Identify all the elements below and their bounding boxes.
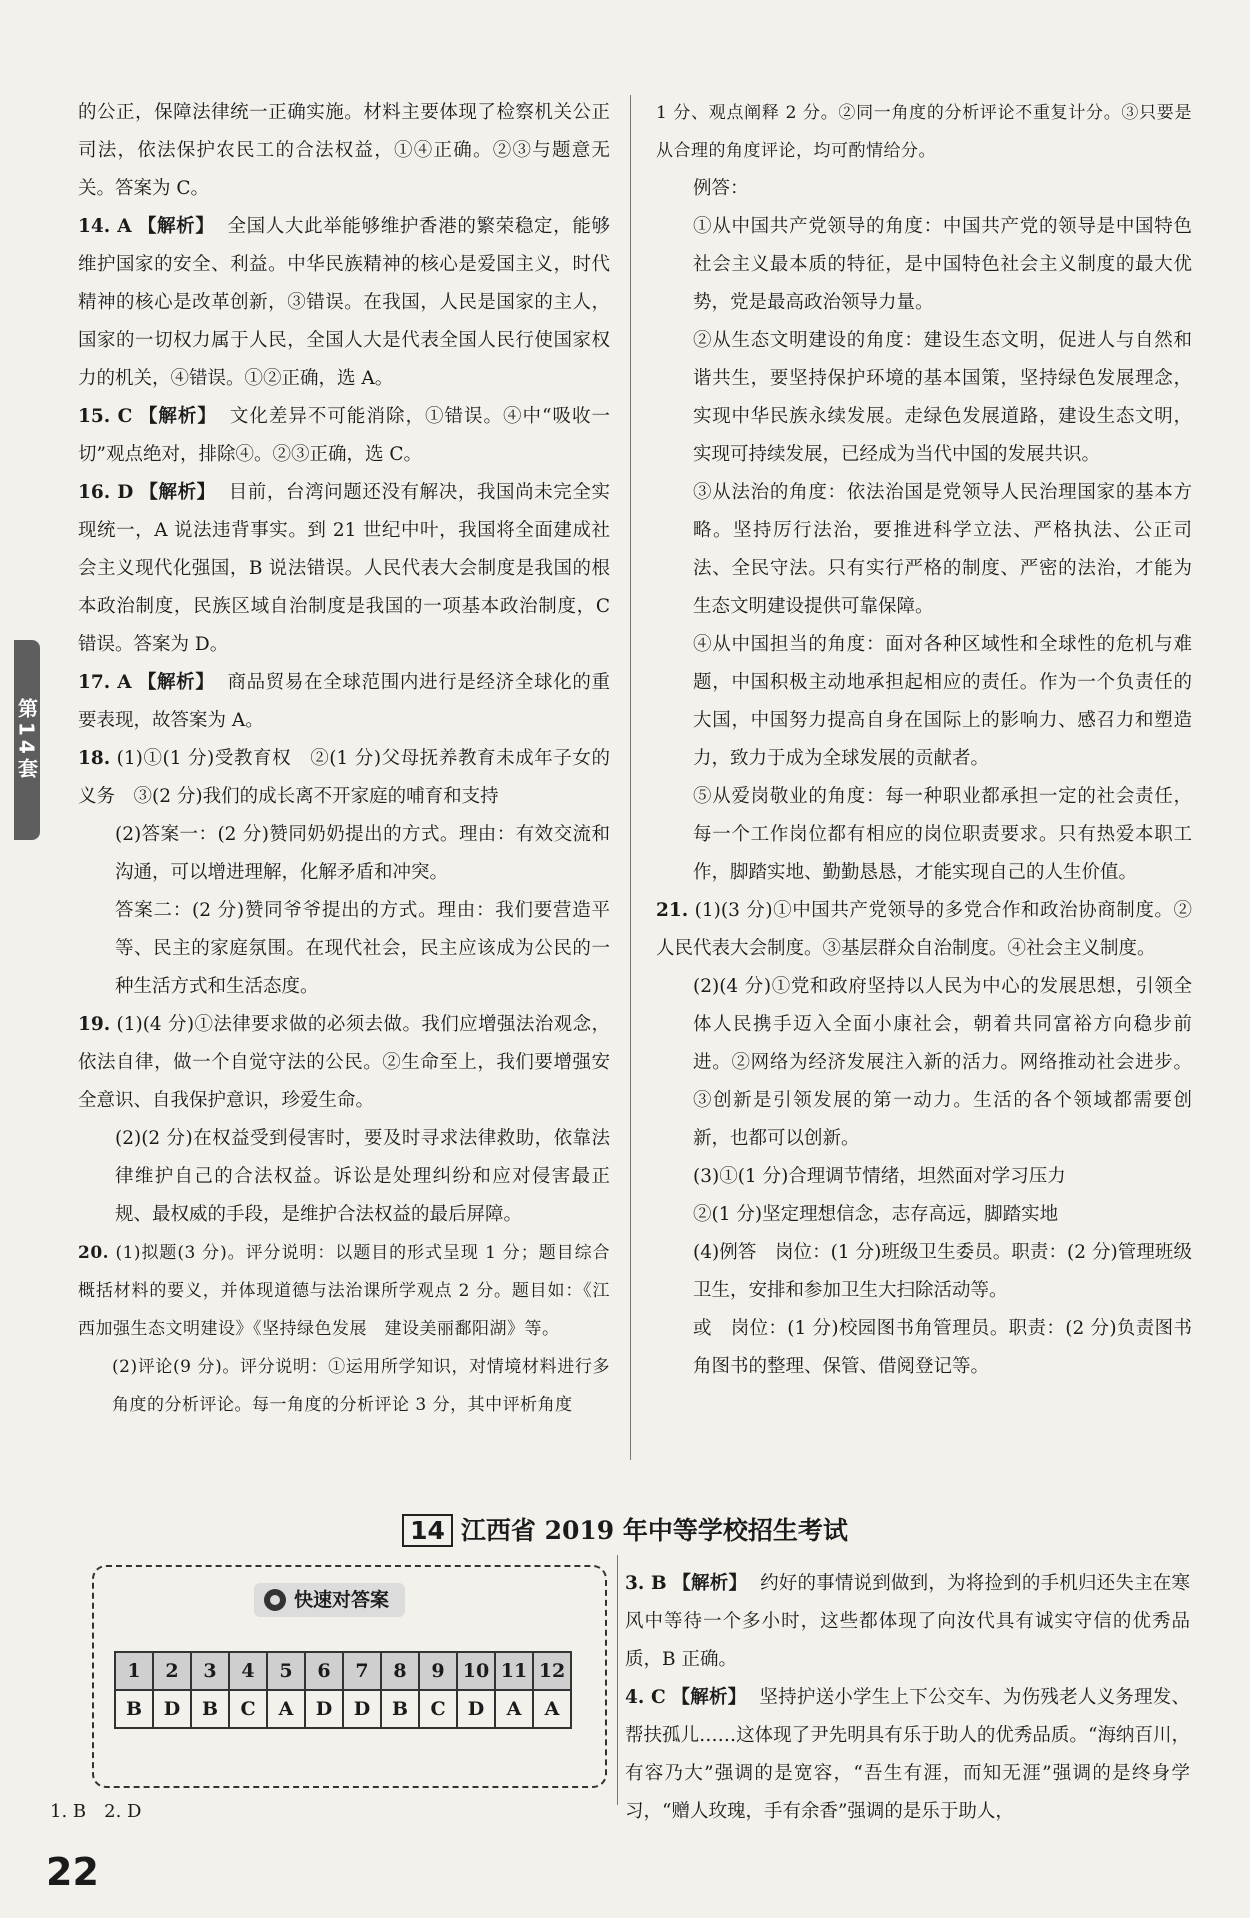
- paragraph-q19a: [78, 1006, 610, 1120]
- bottom-divider: [617, 1555, 618, 1805]
- paragraph-text: 例答：: [693, 178, 749, 199]
- bottom-right-column: [625, 1565, 1190, 1831]
- answer-letter-cell: A: [533, 1690, 571, 1728]
- answer-letter-cell: D: [457, 1690, 495, 1728]
- paragraph-text: 商品贸易在全球范围内进行是经济全球化的重要表现，故答案为 A。: [78, 672, 610, 731]
- paragraph-q21f: [656, 1310, 1192, 1386]
- answer-number-cell: 7: [343, 1652, 381, 1690]
- paragraph-r4: [656, 322, 1192, 474]
- question-number: 17. A: [78, 672, 132, 693]
- paragraph-q18c: [78, 892, 610, 1006]
- section-title: [0, 1511, 1250, 1547]
- answer-letter-cell: C: [229, 1690, 267, 1728]
- answer-box: [92, 1565, 607, 1788]
- paragraph-text: (1)(4 分)①法律要求做的必须去做。我们应增强法治观念，依法自律，做一个自觉守法的公民。②生命至上，我们要增强安全意识、自我保护意识，珍爱生命。: [78, 1014, 610, 1111]
- paragraph-r3: [656, 208, 1192, 322]
- question-number: 18.: [78, 748, 111, 769]
- answer-box-title-text: 快速对答案: [294, 1589, 390, 1611]
- question-number: 14. A: [78, 216, 132, 237]
- paragraph-q20a: [78, 1234, 610, 1348]
- side-tab: 第14套: [14, 640, 40, 840]
- paragraph-text: 或 岗位：(1 分)校园图书角管理员。职责：(2 分)负责图书角图书的整理、保管、借阅登记等。: [693, 1318, 1192, 1377]
- paragraph-text: (1)①(1 分)受教育权 ②(1 分)父母抚养教育未成年子女的义务 ③(2 分)我们的成长离不开家庭的哺育和支持: [78, 748, 610, 807]
- paragraph-q21b: [656, 968, 1192, 1158]
- paragraph-text: (1)(3 分)①中国共产党领导的多党合作和政治协商制度。②人民代表大会制度。③基层群众自治制度。④社会主义制度。: [656, 900, 1192, 959]
- answer-letter-cell: D: [343, 1690, 381, 1728]
- answer-number-cell: 3: [191, 1652, 229, 1690]
- answer-letter-cell: B: [381, 1690, 419, 1728]
- paragraph-text: 坚持护送小学生上下公交车、为伤残老人义务理发、帮扶孤儿……这体现了尹先明具有乐于助人的优秀品质。“海纳百川，有容乃大”强调的是宽容，“吾生有涯，而知无涯”强调的是终身学习，“赠人玫瑰，手有余香”强调的是乐于助人，: [625, 1687, 1190, 1822]
- paragraph-r1: [656, 94, 1192, 170]
- answer-number-cell: 1: [115, 1652, 153, 1690]
- paragraph-text: ①从中国共产党领导的角度：中国共产党的领导是中国特色社会主义最本质的特征，是中国特色社会主义制度的最大优势，党是最高政治领导力量。: [693, 216, 1192, 313]
- analysis-tag: 【解析】: [671, 1687, 747, 1708]
- paragraph-r6: [656, 626, 1192, 778]
- answer-table-answer-row: [115, 1690, 571, 1728]
- answer-number-cell: 4: [229, 1652, 267, 1690]
- quick-answers-text: 1. B 2. D: [50, 1801, 142, 1822]
- answer-number-cell: 12: [533, 1652, 571, 1690]
- paragraph-text: (1)拟题(3 分)。评分说明：以题目的形式呈现 1 分；题目综合概括材料的要义，并体现道德与法治课所学观点 2 分。题目如：《江西加强生态文明建设》《坚持绿色发展 建设美丽鄱阳湖》等。: [78, 1243, 611, 1339]
- answer-letter-cell: D: [153, 1690, 191, 1728]
- paragraph-q21a: [656, 892, 1192, 968]
- paragraph-text: 的公正，保障法律统一正确实施。材料主要体现了检察机关公正司法，依法保护农民工的合法权益，①④正确。②③与题意无关。答案为 C。: [78, 102, 610, 199]
- right-column: [656, 94, 1192, 1386]
- paragraph-q21c: [656, 1158, 1192, 1196]
- paragraph-q3: [625, 1565, 1190, 1679]
- answer-box-title: [254, 1583, 405, 1617]
- paragraph-q17: [78, 664, 610, 740]
- paragraph-text: (2)(4 分)①党和政府坚持以人民为中心的发展思想，引领全体人民携手迈入全面小康社会，朝着共同富裕方向稳步前进。②网络为经济发展注入新的活力。网络推动社会进步。③创新是引领发展的第一动力。生活的各个领域都需要创新，也都可以创新。: [693, 976, 1192, 1149]
- analysis-tag: 【解析】: [137, 406, 217, 427]
- paragraph-q19b: [78, 1120, 610, 1234]
- answer-number-cell: 2: [153, 1652, 191, 1690]
- paragraph-q14: [78, 208, 610, 398]
- answer-number-cell: 6: [305, 1652, 343, 1690]
- answer-number-cell: 8: [381, 1652, 419, 1690]
- paragraph-q21d: [656, 1196, 1192, 1234]
- question-number: 21.: [656, 900, 689, 921]
- column-divider: [630, 95, 631, 1460]
- paragraph-text: 答案二：(2 分)赞同爷爷提出的方式。理由：我们要营造平等、民主的家庭氛围。在现代社会，民主应该成为公民的一种生活方式和生活态度。: [115, 900, 610, 997]
- paragraph-r5: [656, 474, 1192, 626]
- answer-number-cell: 10: [457, 1652, 495, 1690]
- question-number: 3. B: [625, 1573, 667, 1594]
- paragraph-q15: [78, 398, 610, 474]
- paragraph-text: (2)(2 分)在权益受到侵害时，要及时寻求法律救助，依靠法律维护自己的合法权益。诉讼是处理纠纷和应对侵害最正规、最权威的手段，是维护合法权益的最后屏障。: [115, 1128, 610, 1225]
- question-number: 16. D: [78, 482, 134, 503]
- answer-letter-cell: B: [191, 1690, 229, 1728]
- analysis-tag: 【解析】: [137, 216, 215, 237]
- paragraph-text: ⑤从爱岗敬业的角度：每一种职业都承担一定的社会责任，每一个工作岗位都有相应的岗位职责要求。只有热爱本职工作，脚踏实地、勤勤恳恳，才能实现自己的人生价值。: [693, 786, 1192, 883]
- answer-letter-cell: C: [419, 1690, 457, 1728]
- answer-letter-cell: B: [115, 1690, 153, 1728]
- analysis-tag: 【解析】: [137, 672, 215, 693]
- page-number: 22: [46, 1850, 99, 1894]
- analysis-tag: 【解析】: [138, 482, 216, 503]
- paragraph-text: 约好的事情说到做到，为将捡到的手机归还失主在寒风中等待一个多小时，这些都体现了向汝代具有诚实守信的优秀品质，B 正确。: [625, 1573, 1190, 1670]
- analysis-tag: 【解析】: [672, 1573, 748, 1594]
- question-number: 20.: [78, 1243, 110, 1263]
- paragraph-q16: [78, 474, 610, 664]
- paragraph-q4: [625, 1679, 1190, 1831]
- answer-table: [114, 1651, 572, 1729]
- paragraph-text: ③从法治的角度：依法治国是党领导人民治理国家的基本方略。坚持厉行法治，要推进科学立法、严格执法、公正司法、全民守法。只有实行严格的制度、严密的法治，才能为生态文明建设提供可靠保障。: [693, 482, 1192, 617]
- section-title-text: 江西省 2019 年中等学校招生考试: [460, 1516, 848, 1545]
- question-number: 15. C: [78, 406, 133, 427]
- answer-letter-cell: D: [305, 1690, 343, 1728]
- question-number: 19.: [78, 1014, 111, 1035]
- question-number: 4. C: [625, 1687, 666, 1708]
- answer-letter-cell: A: [495, 1690, 533, 1728]
- answer-table-header-row: [115, 1652, 571, 1690]
- paragraph-text: ④从中国担当的角度：面对各种区域性和全球性的危机与难题，中国积极主动地承担起相应的责任。作为一个负责任的大国，中国努力提高自身在国际上的影响力、感召力和塑造力，致力于成为全球发展的贡献者。: [693, 634, 1192, 769]
- answer-letter-cell: A: [267, 1690, 305, 1728]
- paragraph-text: ②从生态文明建设的角度：建设生态文明，促进人与自然和谐共生，要坚持保护环境的基本国策，坚持绿色发展理念，实现中华民族永续发展。走绿色发展道路，建设生态文明，实现可持续发展，已经成为当代中国的发展共识。: [693, 330, 1192, 465]
- answer-number-cell: 9: [419, 1652, 457, 1690]
- answer-number-cell: 5: [267, 1652, 305, 1690]
- left-column: [78, 94, 610, 1424]
- answer-number-cell: 11: [495, 1652, 533, 1690]
- paragraph-q20b: [78, 1348, 610, 1424]
- paragraph-text: 全国人大此举能够维护香港的繁荣稳定，能够维护国家的安全、利益。中华民族精神的核心是爱国主义，时代精神的核心是改革创新，③错误。在我国，人民是国家的主人，国家的一切权力属于人民，全国人大是代表全国人民行使国家权力的机关，④错误。①②正确，选 A。: [78, 216, 610, 389]
- paragraph-q18a: [78, 740, 610, 816]
- paragraph-r2: [656, 170, 1192, 208]
- paragraph-text: (2)评论(9 分)。评分说明：①运用所学知识，对情境材料进行多角度的分析评论。每一角度的分析评论 3 分，其中评析角度: [112, 1357, 610, 1415]
- paragraph-text: (4)例答 岗位：(1 分)班级卫生委员。职责：(2 分)管理班级卫生，安排和参加卫生大扫除活动等。: [693, 1242, 1192, 1301]
- paragraph-text: 目前，台湾问题还没有解决，我国尚未完全实现统一，A 说法违背事实。到 21 世纪中叶，我国将全面建成社会主义现代化强国，B 说法错误。人民代表大会制度是我国的根本政治制度，民族区域自治制度是我国的一项基本政治制度，C 错误。答案为 D。: [78, 482, 610, 655]
- paragraph-text: (3)①(1 分)合理调节情绪，坦然面对学习压力: [693, 1166, 1066, 1187]
- paragraph-text: 1 分、观点阐释 2 分。②同一角度的分析评论不重复计分。③只要是从合理的角度评论，均可酌情给分。: [656, 103, 1192, 161]
- paragraph-q21e: [656, 1234, 1192, 1310]
- chat-bubble-icon: [264, 1589, 286, 1611]
- paragraph-text: 文化差异不可能消除，①错误。④中“吸收一切”观点绝对，排除④。②③正确，选 C。: [78, 406, 610, 465]
- paragraph-c13: [78, 94, 610, 208]
- paragraph-text: ②(1 分)坚定理想信念，志存高远，脚踏实地: [693, 1204, 1059, 1225]
- paragraph-r7: [656, 778, 1192, 892]
- paragraph-q18b: [78, 816, 610, 892]
- paragraph-text: (2)答案一：(2 分)赞同奶奶提出的方式。理由：有效交流和沟通，可以增进理解，化解矛盾和冲突。: [115, 824, 610, 883]
- section-badge: 14: [402, 1514, 453, 1547]
